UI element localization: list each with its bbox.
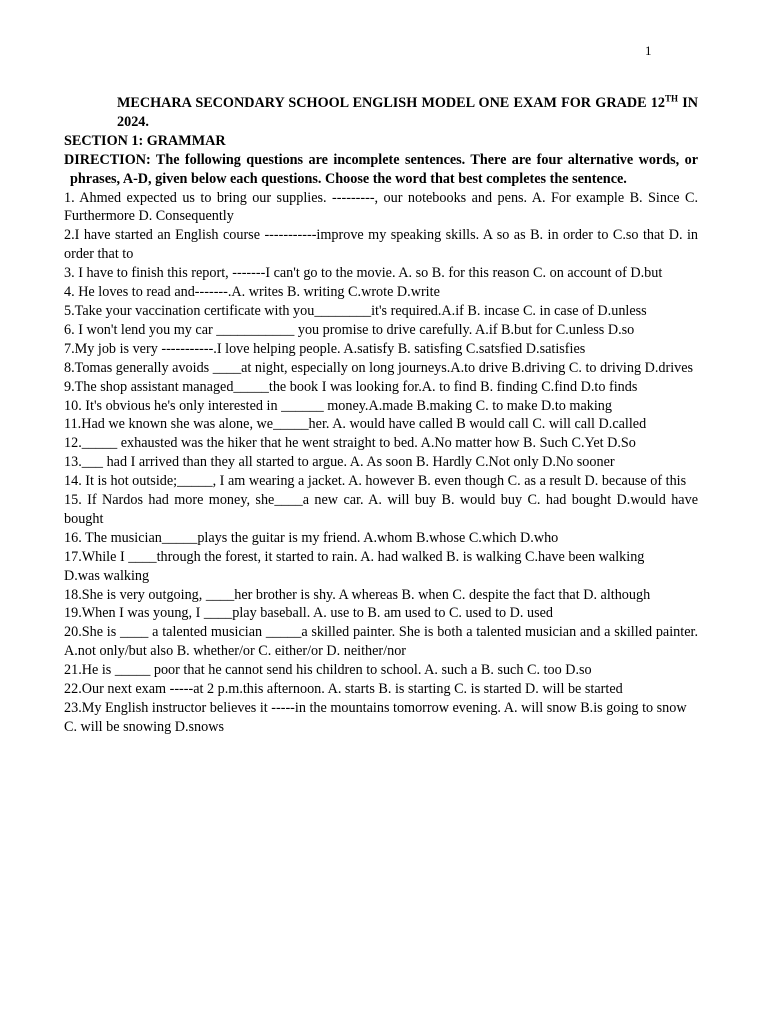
question-item <box>64 397 698 416</box>
question-item <box>64 340 698 359</box>
question-text: 23.My English instructor believes it -----in the mountains tomorrow evening. A. will snow B.is going to snow <box>64 700 687 716</box>
page-number: 1 <box>645 43 652 58</box>
direction-text: DIRECTION: The following questions are incomplete sentences. There are four alternative words, or phrases, A-D, given below each questions. Choose the word that best completes the sentence. <box>64 151 698 187</box>
question-text: 9.The shop assistant managed_____the book I was looking for.A. to find B. finding C.find D.to finds <box>64 378 638 395</box>
exam-content <box>64 94 698 737</box>
question-item <box>64 699 698 737</box>
question-text: 15. If Nardos had more money, she____a new car. A. will buy B. would buy C. had bought D.would have bought <box>64 492 698 527</box>
question-text: 18.She is very outgoing, ____her brother is shy. A whereas B. when C. despite the fact that D. although <box>64 586 651 603</box>
question-item <box>64 529 698 548</box>
question-text: 19.When I was young, I ____play baseball. A. use to B. am used to C. used to D. used <box>64 605 554 622</box>
exam-title <box>117 94 698 132</box>
question-continuation: D.was walking <box>64 567 150 584</box>
question-item <box>64 302 698 321</box>
question-item <box>64 226 698 264</box>
question-text: 6. I won't lend you my car ___________ you promise to drive carefully. A.if B.but for C.unless D.so <box>64 321 635 338</box>
question-item <box>64 453 698 472</box>
question-text: 10. It's obvious he's only interested in ______ money.A.made B.making C. to make D.to making <box>64 397 612 414</box>
question-text: 14. It is hot outside;_____, I am wearing a jacket. A. however B. even though C. as a result D. because of this <box>64 473 687 490</box>
question-item <box>64 378 698 397</box>
question-text: 20.She is ____ a talented musician _____a skilled painter. She is both a talented musician and a skilled painter. A.not only/but also B. whether/or C. either/or D. neither/nor <box>64 624 698 660</box>
question-item <box>64 604 698 623</box>
question-text: 1. Ahmed expected us to bring our supplies. ---------, our notebooks and pens. A. For example B. Since C. Furthermore D. Consequently <box>64 189 698 225</box>
question-item <box>64 491 698 529</box>
question-text: 13.___ had I arrived than they all started to argue. A. As soon B. Hardly C.Not only D.No sooner <box>64 454 615 471</box>
question-item <box>64 264 698 283</box>
question-item <box>64 321 698 340</box>
question-text: 4. He loves to read and-------.A. writes B. writing C.wrote D.write <box>64 284 440 301</box>
question-text: 5.Take your vaccination certificate with you________it's required.A.if B. incase C. in case of D.unless <box>64 302 647 319</box>
exam-title-main: MECHARA SECONDARY SCHOOL ENGLISH MODEL ONE EXAM FOR GRADE 12 <box>117 95 665 111</box>
question-text: 16. The musician_____plays the guitar is my friend. A.whom B.whose C.which D.who <box>64 529 559 546</box>
question-item <box>64 623 698 661</box>
question-item <box>64 680 698 699</box>
question-text: 8.Tomas generally avoids ____at night, especially on long journeys.A.to drive B.driving C. to driving D.drives <box>64 359 694 376</box>
question-text: 11.Had we known she was alone, we_____her. A. would have called B would call C. will call D.called <box>64 416 647 433</box>
question-text: 22.Our next exam -----at 2 p.m.this afternoon. A. starts B. is starting C. is started D. will be started <box>64 681 623 698</box>
exam-title-year: IN 2024. <box>117 95 698 130</box>
question-item <box>64 359 698 378</box>
question-item <box>64 548 698 586</box>
exam-title-superscript: TH <box>664 93 678 104</box>
question-text: 12._____ exhausted was the hiker that he went straight to bed. A.No matter how B. Such C.Yet D.So <box>64 435 636 452</box>
question-item <box>64 434 698 453</box>
question-text: 3. I have to finish this report, -------I can't go to the movie. A. so B. for this reason C. on account of D.but <box>64 265 663 282</box>
question-text: 2.I have started an English course -----------improve my speaking skills. A so as B. in order to C.so that D. in order that to <box>64 227 698 263</box>
question-item <box>64 283 698 302</box>
question-item <box>64 661 698 680</box>
question-item <box>64 189 698 227</box>
question-item <box>64 586 698 605</box>
question-text: 21.He is _____ poor that he cannot send his children to school. A. such a B. such C. too D.so <box>64 662 592 679</box>
question-text: 7.My job is very -----------.I love helping people. A.satisfy B. satisfing C.satsfied D.satisfies <box>64 340 586 357</box>
question-item <box>64 415 698 434</box>
question-item <box>64 472 698 491</box>
question-list <box>64 189 698 737</box>
question-text: 17.While I ____through the forest, it started to rain. A. had walked B. is walking C.have been walking <box>64 548 645 565</box>
question-continuation: C. will be snowing D.snows <box>64 718 225 735</box>
section-heading: SECTION 1: GRAMMAR <box>64 132 226 149</box>
